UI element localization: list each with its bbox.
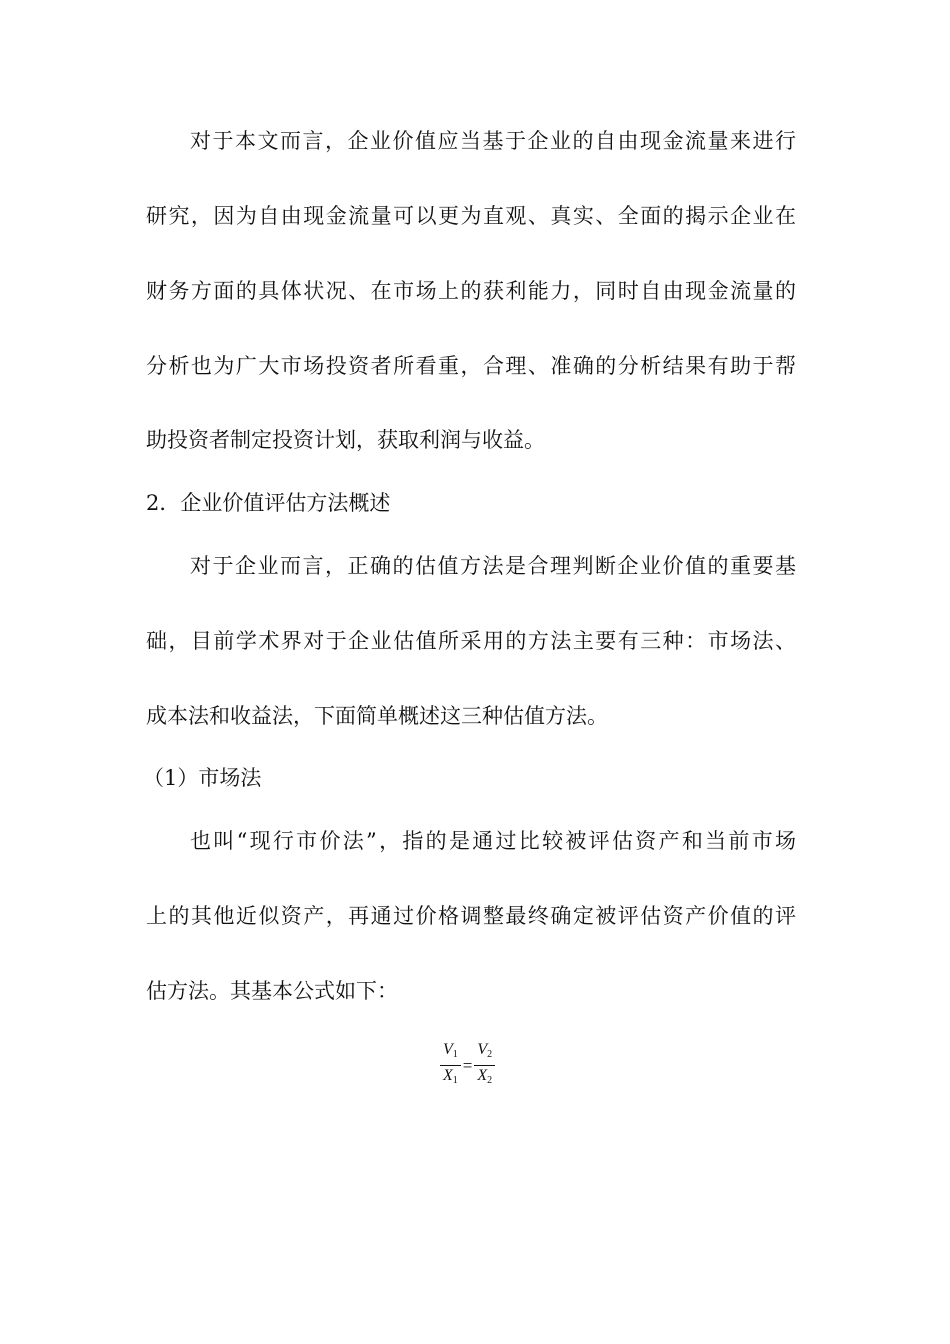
equals-sign: =	[462, 1055, 473, 1075]
intro-line-1: 对于本文而言，企业价值应当基于企业的自由现金流量来进行	[190, 129, 796, 153]
right-denominator: X	[477, 1067, 488, 1084]
intro-line-4: 分析也为广大市场投资者所看重，合理、准确的分析结果有助于帮	[146, 354, 796, 378]
intro-line-5: 助投资者制定投资计划，获取利润与收益。	[146, 428, 545, 452]
left-fraction	[440, 1040, 461, 1091]
left-denominator: X	[443, 1067, 453, 1084]
left-numerator-sub: 1	[452, 1049, 458, 1060]
right-fraction	[474, 1040, 495, 1091]
left-numerator: V	[443, 1041, 453, 1058]
market-line-3: 估方法。其基本公式如下：	[146, 979, 398, 1003]
subsection-1-heading: （1）市场法	[143, 766, 262, 790]
methods-line-2: 础，目前学术界对于企业估值所采用的方法主要有三种：市场法、	[146, 629, 796, 653]
right-numerator: V	[477, 1041, 488, 1058]
market-line-1: 也叫“现行市价法”，指的是通过比较被评估资产和当前市场	[190, 829, 796, 853]
methods-line-1: 对于企业而言，正确的估值方法是合理判断企业价值的重要基	[190, 554, 796, 578]
market-method-formula	[440, 1040, 495, 1091]
intro-line-3: 财务方面的具体状况、在市场上的获利能力，同时自由现金流量的	[146, 279, 796, 303]
market-line-2: 上的其他近似资产，再通过价格调整最终确定被评估资产价值的评	[146, 904, 796, 928]
right-denominator-sub: 2	[487, 1075, 493, 1086]
intro-line-2: 研究，因为自由现金流量可以更为直观、真实、全面的揭示企业在	[146, 204, 796, 228]
right-numerator-sub: 2	[487, 1049, 493, 1060]
section-2-heading: 2．企业价值评估方法概述	[146, 491, 391, 515]
methods-line-3: 成本法和收益法，下面简单概述这三种估值方法。	[146, 704, 608, 728]
left-denominator-sub: 1	[452, 1075, 458, 1086]
